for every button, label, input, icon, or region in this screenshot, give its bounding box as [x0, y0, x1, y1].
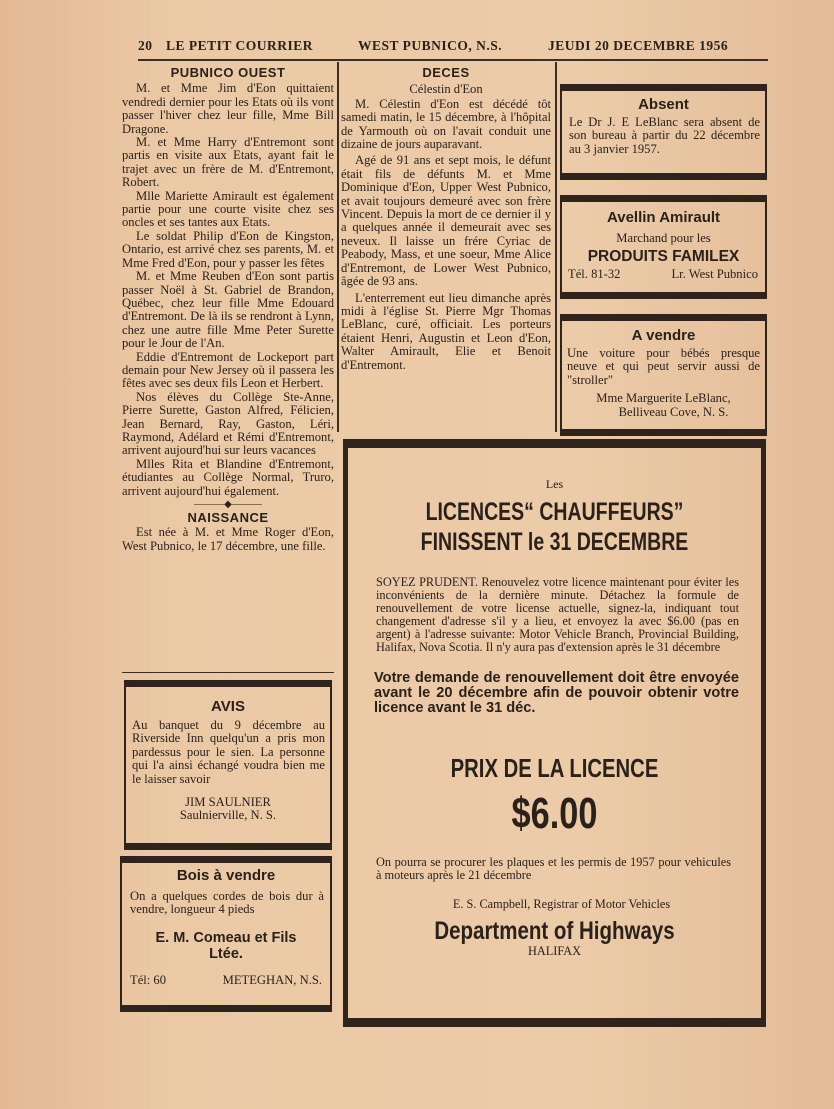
- box-title: Bois à vendre: [176, 867, 276, 884]
- section-title: DECES: [422, 65, 470, 80]
- box-bar: [120, 856, 332, 863]
- section-subtitle: Célestin d'Eon: [409, 82, 483, 97]
- box-bar: [343, 439, 766, 448]
- header-rule: [138, 59, 768, 61]
- box-bar: [560, 195, 767, 202]
- licences-body: SOYEZ PRUDENT. Renouvelez votre licence maintenant pour éviter les inconvénients de la dernière minute. Détachez la formule de renouvellement de votre license actuelle, signez-la, indiquant tout changement d'adresse s'il y a lieu, et envoyez la avec $6.00 (pas en argent) à l'adresse suivante: Motor Vehicle Branch, Provincial Building, Halifax, Nova Scotia. Il n'y aura pas d'extension après le 31 décembre: [376, 575, 739, 654]
- department: Department of Highways: [434, 917, 675, 945]
- contact-name: Mme Marguerite LeBlanc,: [596, 391, 731, 406]
- merchant-place: Lr. West Pubnico: [671, 267, 758, 282]
- box-bar: [124, 843, 332, 850]
- box-bar: [560, 429, 767, 436]
- page-number: 20: [138, 38, 153, 53]
- registrar: E. S. Campbell, Registrar of Motor Vehicles: [452, 897, 671, 911]
- box-text: Au banquet du 9 décembre au Riverside Inn quelqu'un a pris mon pardessus pour le sien. La personne qui l'a ainsi échangé voudra bien me le laisser savoir: [132, 718, 325, 786]
- deces-section: [341, 66, 551, 372]
- merchant-contact: [562, 268, 765, 282]
- signature-place: Saulnierville, N. S.: [179, 808, 277, 823]
- divider: [122, 672, 334, 673]
- company-contact: [122, 974, 330, 988]
- paper-name: LE PETIT COURRIER: [166, 38, 314, 53]
- box-text: On a quelques cordes de bois dur à vendre, longueur 4 pieds: [130, 889, 324, 917]
- box-text: Une voiture pour bébés presque neuve et qui peut servir aussi de "stroller": [567, 346, 760, 387]
- absent-box: [560, 86, 767, 178]
- department-city: HALIFAX: [527, 944, 582, 958]
- paragraph: M. Célestin d'Eon est décédé tôt samedi matin, le 15 décembre, à l'hôpital de Yarmouth où on l'avait conduit une dizaine de jours auparavant.: [341, 96, 551, 152]
- signature-name: JIM SAULNIER: [185, 795, 271, 810]
- bois-box: [120, 858, 332, 1010]
- avis-box: [124, 682, 332, 848]
- pubnico-ouest-section: [122, 66, 334, 553]
- box-bar: [560, 173, 767, 180]
- location: WEST PUBNICO, N.S.: [358, 38, 503, 53]
- merchant-products: PRODUITS FAMILEX: [587, 248, 740, 266]
- paragraph: L'enterrement eut lieu dimanche après midi à l'église St. Pierre Mgr Thomas LeBlanc, curé, officiait. Les porteurs étaient Henri, Augustin et Leon d'Eon, Walter Amirault, Elie et Benoit d'Entremont.: [341, 290, 551, 372]
- merchant-tel: Tél. 81-32: [568, 267, 621, 282]
- paragraph: Est née à M. et Mme Roger d'Eon, West Pubnico, le 17 décembre, une fille.: [122, 525, 334, 553]
- box-title: AVIS: [211, 698, 245, 715]
- paragraph: Mlles Rita et Blandine d'Entremont, étudiantes au Collège Normal, Truro, arrivent aujourd'hui également.: [122, 456, 334, 498]
- box-title: A vendre: [631, 327, 696, 344]
- price-label: PRIX DE LA LICENCE: [450, 753, 659, 783]
- box-bar: [560, 84, 767, 91]
- box-bar: [560, 314, 767, 321]
- date: JEUDI 20 DECEMBRE 1956: [548, 38, 729, 53]
- plates-text: On pourra se procurer les plaques et les permis de 1957 pour vehicules à moteurs après le 21 décembre: [376, 855, 731, 882]
- a-vendre-box: [560, 316, 767, 434]
- box-title: Absent: [638, 96, 689, 113]
- separator-ornament: ———◆———: [194, 499, 262, 510]
- paragraph: Nos élèves du Collège Ste-Anne, Pierre Surette, Gaston Alfred, Félicien, Jean Bernard, Ray, Gaston, Léri, Raymond, Adélard et Rémi d'Entremont, arrivent aujourd'hui sur leurs vacances: [122, 389, 334, 458]
- price-value: $6.00: [511, 789, 598, 838]
- contact-place: Belliveau Cove, N. S.: [618, 404, 729, 419]
- company-name: E. M. Comeau et Fils: [155, 929, 297, 946]
- merchant-line: Marchand pour les: [616, 231, 711, 245]
- box-bar: [120, 1005, 332, 1012]
- column-rule: [337, 62, 339, 432]
- section-title: PUBNICO OUEST: [170, 65, 286, 80]
- paragraph: Mlle Mariette Amirault est également partie pour une courte visite chez ses oncles et ses tantes aux Etats.: [122, 188, 334, 230]
- box-bar: [124, 680, 332, 687]
- paragraph: Agé de 91 ans et sept mois, le défunt était fils de défunts M. et Mme Dominique d'Eon, Upper West Pubnico, et avait toujours demeuré avec son frère Vincent. Depuis la mort de ce dernier il y a quelques année il demeurait avec ses neveux. Il laisse un frére Cyriac de Peabody, Mass, et une soeur, Mme Alice d'Entremont, de Lower West Pubnico, âgée de 93 ans.: [341, 153, 551, 289]
- section-title: NAISSANCE: [187, 510, 269, 525]
- company-place: METEGHAN, N.S.: [222, 972, 322, 987]
- licences-les: Les: [545, 477, 564, 491]
- page-header: [138, 38, 768, 56]
- box-bar: [343, 1018, 766, 1027]
- company-tel: Tél: 60: [130, 972, 167, 987]
- licences-bold-notice: Votre demande de renouvellement doit être envoyée avant le 20 décembre afin de pouvoir obtenir votre licence avant le 31 déc.: [374, 670, 739, 716]
- box-text: Le Dr J. E LeBlanc sera absent de son bureau à partir du 22 décembre au 3 janvier 1957.: [569, 115, 760, 156]
- paragraph: Le soldat Philip d'Eon de Kingston, Ontario, est arrivé chez ses parents, M. et Mme Fred d'Eon, pour y passer les fêtes: [122, 228, 334, 270]
- box-bar: [560, 292, 767, 299]
- paragraph: M. et Mme Reuben d'Eon sont partis passer Noël à St. Gabriel de Brandon, Québec, chez leur fille Mme Edouard d'Entremont. De là ils se rendront à Lynn, chez une autre fille Mme Peter Surette pour le Jour de l'An.: [122, 269, 334, 351]
- licences-title: LICENCES“ CHAUFFEURS”: [425, 498, 684, 526]
- licences-subtitle: FINISSENT le 31 DECEMBRE: [420, 528, 689, 556]
- merchant-name: Avellin Amirault: [606, 209, 721, 226]
- paragraph: M. et Mme Harry d'Entremont sont partis en visite aux Etats, ayant fait le trajet avec un frère de M. d'Entremont, Robert.: [122, 135, 334, 190]
- column-rule: [555, 62, 557, 432]
- amirault-box: [560, 197, 767, 297]
- paragraph: Eddie d'Entremont de Lockeport part demain pour New Jersey où il passera les fêtes avec ses deux fils Leon et Herbert.: [122, 349, 334, 391]
- licences-box: [343, 442, 766, 1024]
- paragraph: M. et Mme Jim d'Eon quittaient vendredi dernier pour les Etats où ils vont passer l'hiver chez leur fille, Mme Bill Dragone.: [122, 81, 334, 136]
- company-suffix: Ltée.: [209, 945, 243, 962]
